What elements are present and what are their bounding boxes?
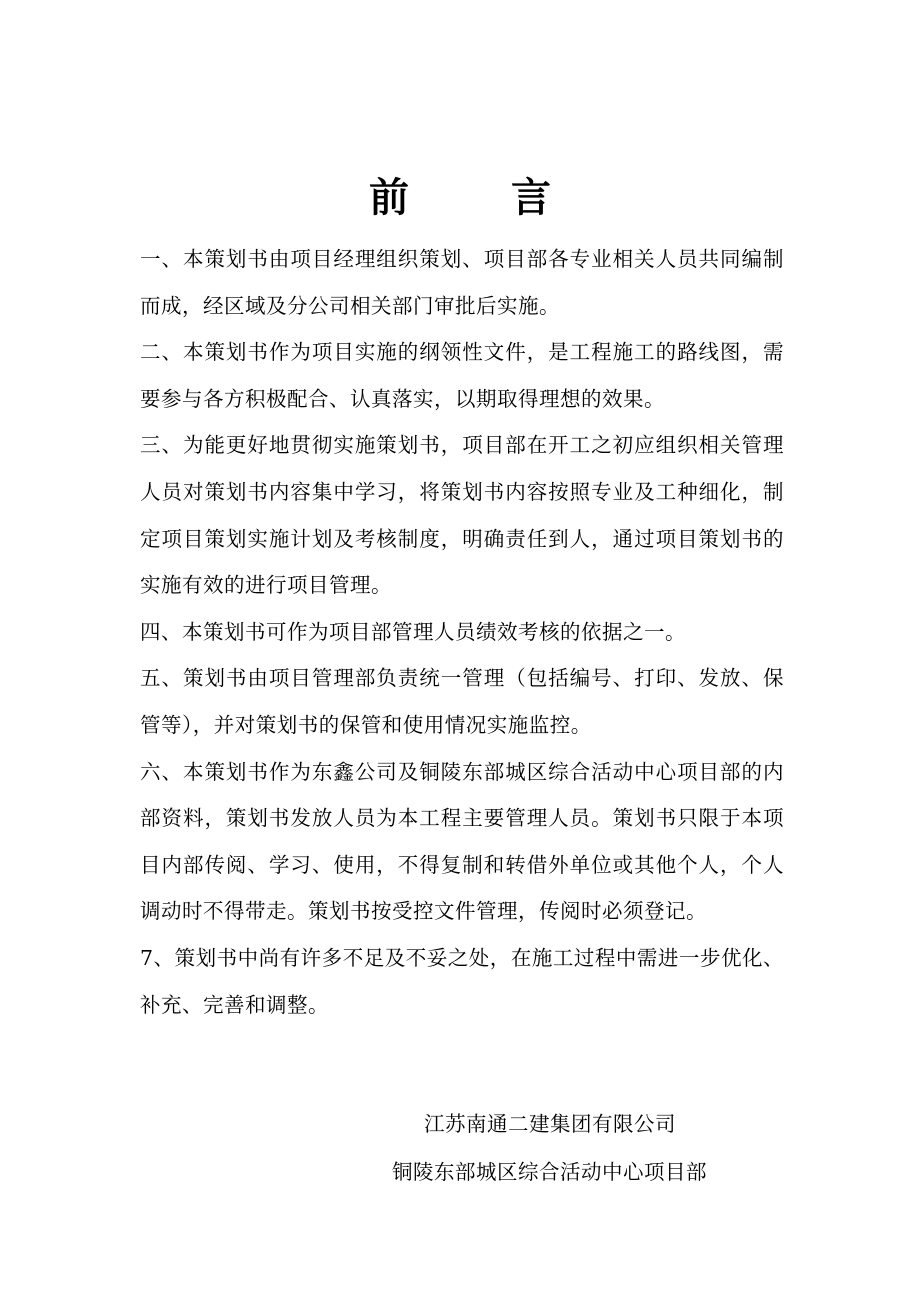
signature-department: 铜陵东部城区综合活动中心项目部	[392, 1160, 707, 1184]
signature-company: 江苏南通二建集团有限公司	[424, 1112, 676, 1136]
paragraph-4: 四、本策划书可作为项目部管理人员绩效考核的依据之一。	[140, 619, 686, 644]
paragraph-2: 二、本策划书作为项目实施的纲领性文件，是工程施工的路线图，需要参与各方积极配合、认真落实，以期取得理想的效果。	[140, 340, 784, 411]
preface-body	[140, 236, 784, 1028]
page-title: 前 言	[369, 174, 595, 221]
paragraph-7: 7、策划书中尚有许多不足及不妥之处，在施工过程中需进一步优化、补充、完善和调整。	[140, 945, 784, 1017]
paragraph-6: 六、本策划书作为东鑫公司及铜陵东部城区综合活动中心项目部的内部资料，策划书发放人员为本工程主要管理人员。策划书只限于本项目内部传阅、学习、使用，不得复制和转借外单位或其他个人，个人调动时不得带走。策划书按受控文件管理，传阅时必须登记。	[140, 759, 784, 924]
paragraph-3: 三、为能更好地贯彻实施策划书，项目部在开工之初应组织相关管理人员对策划书内容集中学习，将策划书内容按照专业及工种细化，制定项目策划实施计划及考核制度，明确责任到人，通过项目策划书的实施有效的进行项目管理。	[140, 433, 784, 598]
paragraph-5: 五、策划书由项目管理部负责统一管理（包括编号、打印、发放、保管等），并对策划书的保管和使用情况实施监控。	[140, 666, 784, 737]
paragraph-1: 一、本策划书由项目经理组织策划、项目部各专业相关人员共同编制而成，经区域及分公司相关部门审批后实施。	[140, 247, 784, 318]
